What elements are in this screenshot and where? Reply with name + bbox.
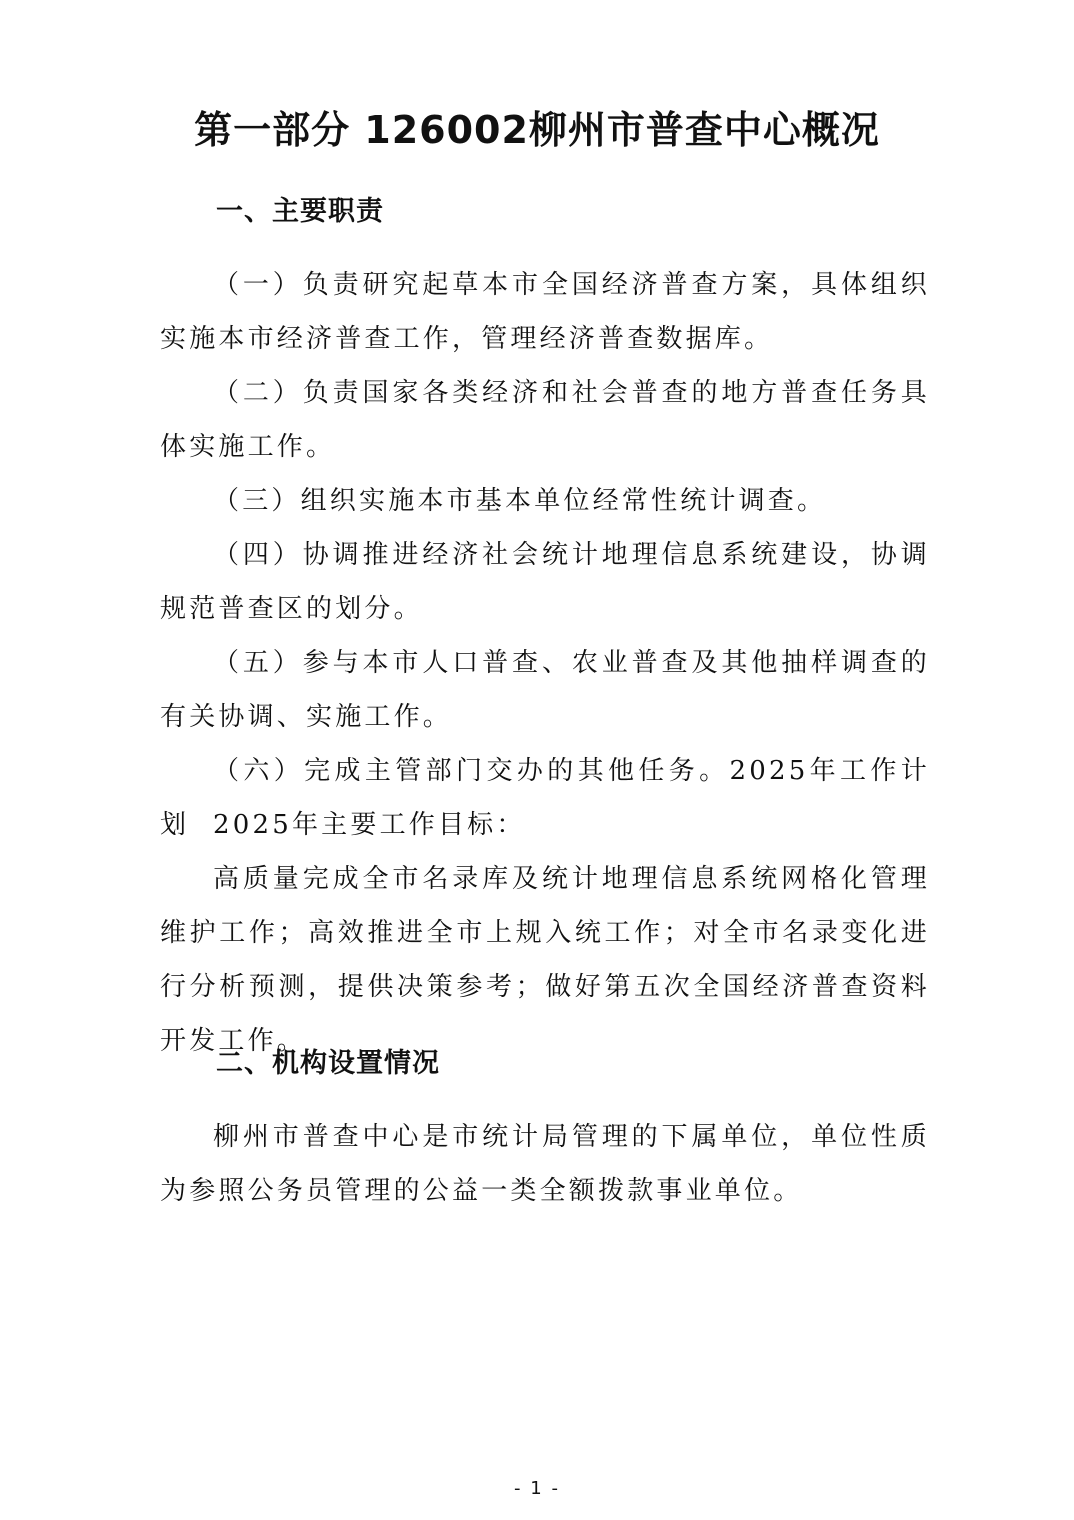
document-title: 第一部分 126002柳州市普查中心概况 [194,108,880,152]
work-goal-label: 2025年主要工作目标： [213,810,526,840]
duty-paragraph-4: （四）协调推进经济社会统计地理信息系统建设，协调规范普查区的划分。 [160,540,930,624]
duty-paragraph-5: （五）参与本市人口普查、农业普查及其他抽样调查的有关协调、实施工作。 [160,648,930,732]
duty-paragraph-2: （二）负责国家各类经济和社会普查的地方普查任务具体实施工作。 [160,378,930,462]
page-number: - 1 - [514,1478,560,1499]
work-goal-paragraph: 高质量完成全市名录库及统计地理信息系统网格化管理维护工作；高效推进全市上规入统工作；对全市名录变化进行分析预测，提供决策参考；做好第五次全国经济普查资料开发工作。 [160,864,930,1056]
duty-paragraph-6: （六）完成主管部门交办的其他任务。2025年工作计划 [160,756,930,840]
section-heading-main-duties: 一、主要职责 [216,196,384,227]
section-heading-organization: 二、机构设置情况 [216,1048,440,1079]
organization-paragraph: 柳州市普查中心是市统计局管理的下属单位，单位性质为参照公务员管理的公益一类全额拨款事业单位。 [160,1122,930,1206]
duty-paragraph-3: （三）组织实施本市基本单位经常性统计调查。 [213,486,827,516]
duty-paragraph-1: （一）负责研究起草本市全国经济普查方案，具体组织实施本市经济普查工作，管理经济普查数据库。 [160,270,930,354]
